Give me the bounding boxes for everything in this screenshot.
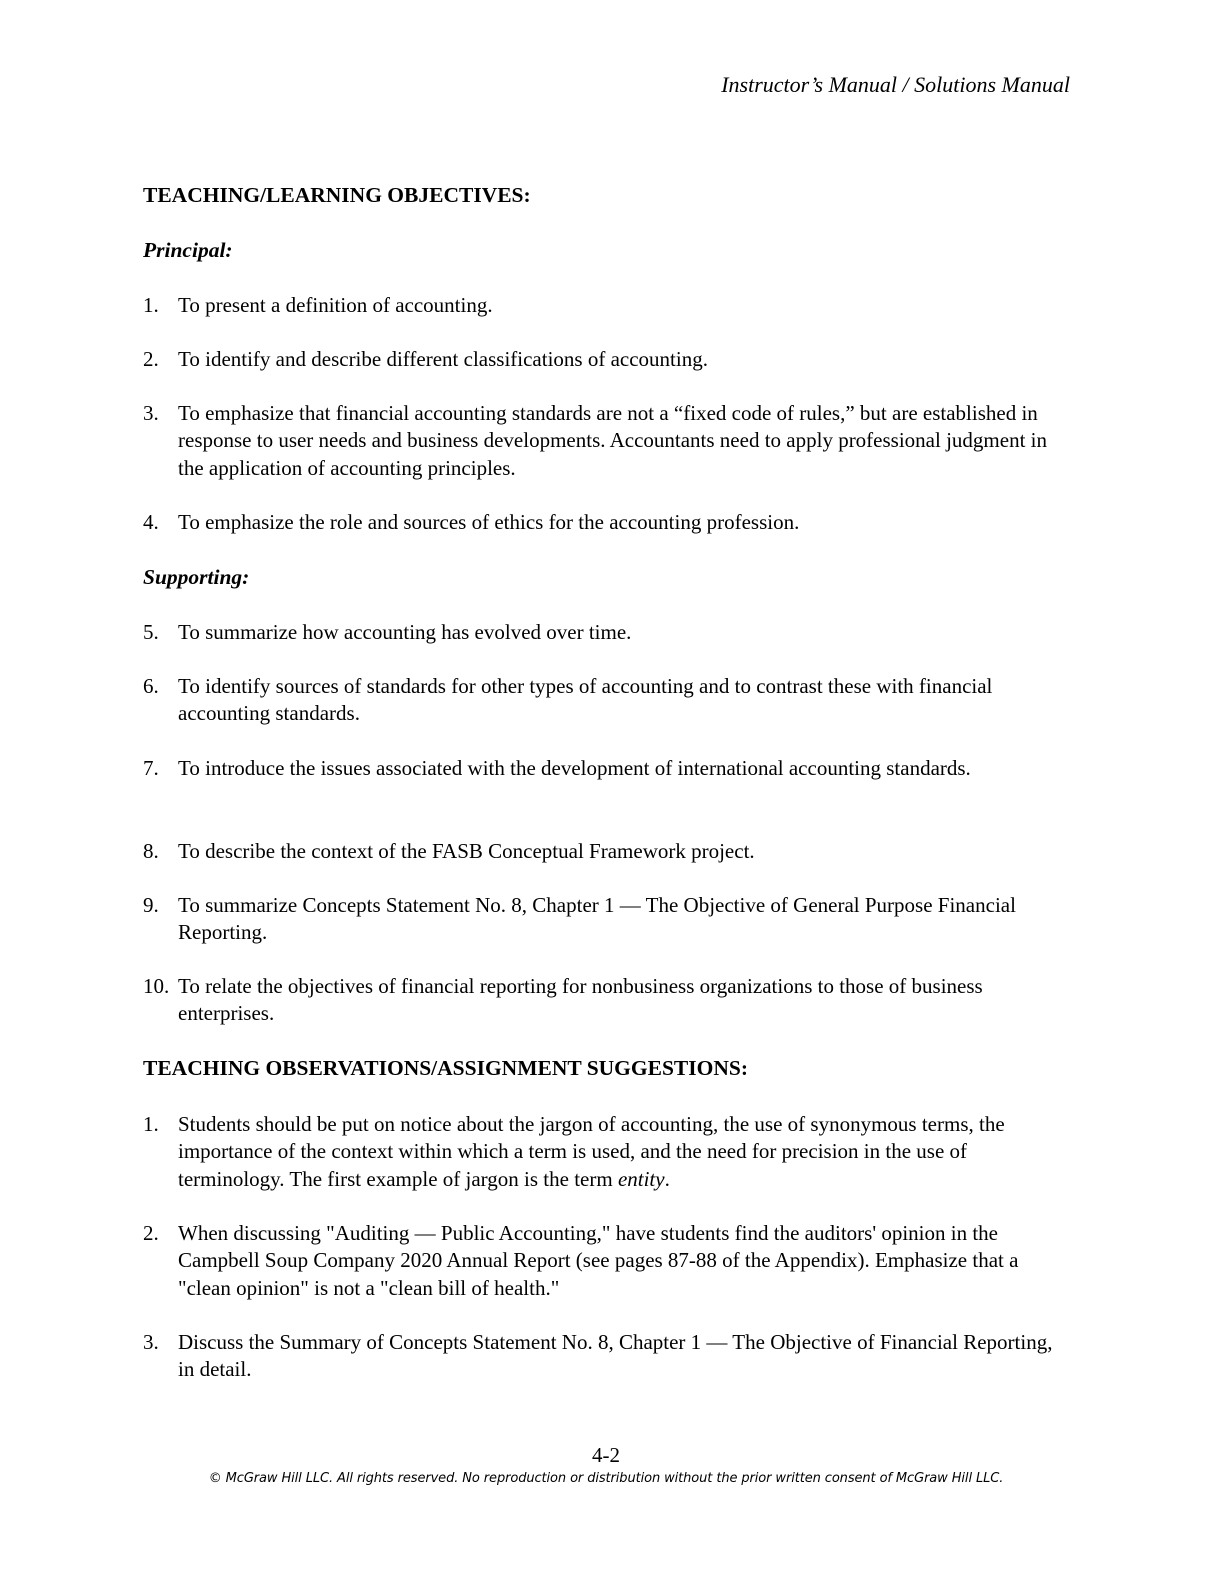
item-text: To emphasize the role and sources of ethics for the accounting profession. (178, 510, 800, 534)
objective-item (143, 838, 1073, 865)
item-number: 4. (143, 510, 159, 534)
item-number: 1. (143, 293, 159, 317)
objective-item (143, 509, 1073, 536)
item-number: 8. (143, 839, 159, 863)
objectives-heading: TEACHING/LEARNING OBJECTIVES: (143, 183, 531, 207)
item-text: To identify sources of standards for other types of accounting and to contrast these with financial accounting standards. (178, 674, 993, 726)
item-number: 3. (143, 1330, 159, 1354)
item-text: To relate the objectives of financial reporting for nonbusiness organizations to those of business enterprises. (178, 974, 983, 1026)
supporting-label: Supporting: (143, 565, 250, 589)
observation-item (143, 1220, 1073, 1302)
item-text-main: Students should be put on notice about the jargon of accounting, the use of synonymous terms, the importance of the context within which a term is used, and the need for precision in the use of terminology. The first example of jargon is the term (178, 1112, 1005, 1191)
copyright-footer: © McGraw Hill LLC. All rights reserved. No reproduction or distribution without the prior written consent of McGraw Hill LLC. (208, 1471, 1004, 1486)
item-text-emphasis: entity (617, 1166, 665, 1191)
item-number: 5. (143, 620, 159, 644)
objective-item (143, 400, 1073, 482)
item-number: 2. (143, 347, 159, 371)
item-text: To identify and describe different classifications of accounting. (178, 347, 708, 371)
principal-label: Principal: (143, 238, 233, 262)
item-text (178, 1111, 1073, 1193)
observations-heading: TEACHING OBSERVATIONS/ASSIGNMENT SUGGESTIONS: (143, 1056, 749, 1080)
item-number: 2. (143, 1221, 159, 1245)
item-text: To summarize Concepts Statement No. 8, Chapter 1 — The Objective of General Purpose Financial Reporting. (178, 893, 1016, 945)
objective-item (143, 292, 1073, 319)
item-number: 7. (143, 756, 159, 780)
observation-item (143, 1329, 1073, 1384)
item-text: To emphasize that financial accounting standards are not a “fixed code of rules,” but are established in response to user needs and business developments. Accountants need to apply professional judgment in the application of accounting principles. (178, 401, 1047, 480)
objective-item (143, 973, 1073, 1028)
objective-item (143, 673, 1073, 728)
item-text: To summarize how accounting has evolved over time. (178, 620, 632, 644)
item-number: 6. (143, 674, 159, 698)
item-number: 3. (143, 401, 159, 425)
page-number: 4-2 (592, 1443, 620, 1467)
item-text: To present a definition of accounting. (178, 293, 493, 317)
objective-item (143, 892, 1073, 947)
item-text: When discussing "Auditing — Public Accounting," have students find the auditors' opinion in the Campbell Soup Company 2020 Annual Report (see pages 87-88 of the Appendix). Emphasize that a "clean opinion" is not a "clean bill of health." (178, 1221, 1019, 1300)
item-text: To introduce the issues associated with the development of international accounting standards. (178, 756, 971, 780)
objective-item (143, 755, 1073, 782)
item-text-after: . (664, 1166, 670, 1191)
item-text: To describe the context of the FASB Conceptual Framework project. (178, 839, 755, 863)
item-text: Discuss the Summary of Concepts Statement No. 8, Chapter 1 — The Objective of Financial Reporting, in detail. (178, 1330, 1053, 1382)
item-number: 9. (143, 893, 159, 917)
observation-item (143, 1111, 1073, 1193)
objective-item (143, 619, 1073, 646)
running-header: Instructor’s Manual / Solutions Manual (721, 72, 1070, 97)
item-number: 1. (143, 1112, 159, 1136)
objective-item (143, 346, 1073, 373)
item-number: 10. (143, 974, 170, 998)
